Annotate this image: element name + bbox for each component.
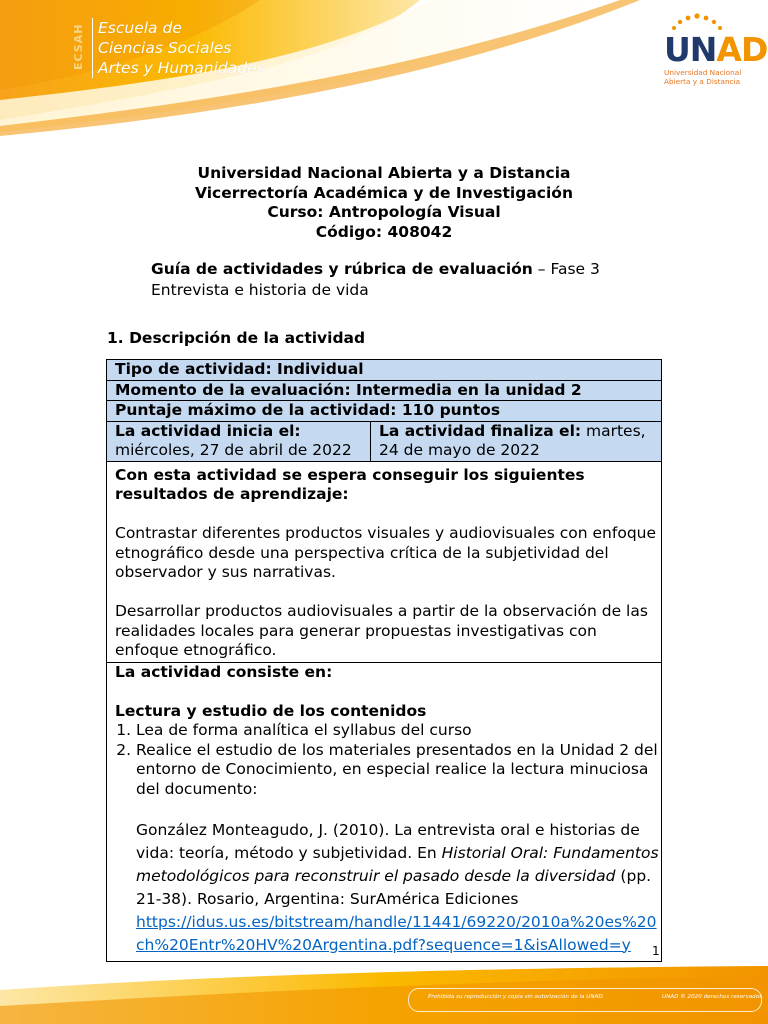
reference [115,819,661,957]
resultados-cell [107,461,662,662]
footer-notice-bar [408,988,762,1012]
reference-link[interactable]: https://idus.us.es/bitstream/handle/11441/69220/2010a%20es%20ch%20Entr%20HV%20Argentina.pdf?sequence=1&isAllowed=y [136,912,657,954]
inicia-value: miércoles, 27 de abril de 2022 [115,441,352,459]
unad-wordmark: UNAD [664,30,768,69]
unad-logo [658,12,768,88]
ecsah-logo-mark: ECSAH [72,23,85,71]
resultados-heading: Con esta actividad se espera conseguir los siguientes resultados de aprendizaje: [115,465,585,503]
school-line-2: Ciencias Sociales [98,39,232,57]
consiste-cell [107,662,662,961]
list-item: 1. Lea de forma analítica el syllabus del curso [136,721,661,741]
title-line-university: Universidad Nacional Abierta y a Distancia [197,164,571,182]
guide-phase: – Fase 3 [532,260,600,278]
inicia-label: La actividad inicia el: [115,421,301,440]
instructions-list [115,721,661,799]
unad-dots-icon [668,12,728,32]
page-header [0,0,768,140]
unad-subtitle: Universidad Nacional Abierta y a Distancia [664,68,742,86]
guide-subtitle: Entrevista e historia de vida [151,281,369,299]
page-number: 1 [652,944,660,958]
reference-title: Historial Oral: Fundamentos metodológicos para reconstruir el pasado desde la diversidad [136,843,659,885]
reference-text-b: (pp. 21-38). Rosario, Argentina: SurAmérica Ediciones [136,866,652,908]
title-line-code: Código: 408042 [315,222,453,241]
puntaje-cell: Puntaje máximo de la actividad: 110 puntos [107,401,662,422]
consiste-heading: La actividad consiste en: [115,662,333,681]
section-heading: 1. Descripción de la actividad [107,329,366,347]
activity-table [106,359,662,962]
inicia-cell [107,421,371,461]
resultado-1: Contrastar diferentes productos visuales y audiovisuales con enfoque etnográfico desde una perspectiva crítica de la subjetividad del observador y sus narrativas. [115,524,657,581]
footer-copyright: UNAD © 2020 derechos reservados. [662,994,764,1000]
finaliza-cell [371,421,662,461]
page-footer [0,966,768,1024]
finaliza-value-2: 24 de mayo de 2022 [379,441,540,459]
finaliza-value-1: martes, [581,421,646,440]
guide-title-bold: Guía de actividades y rúbrica de evaluación [151,260,533,278]
school-line-1: Escuela de [98,19,182,37]
finaliza-label: La actividad finaliza el: [379,421,582,440]
title-line-vicerrectoria: Vicerrectoría Académica y de Investigación [195,183,573,202]
tipo-cell: Tipo de actividad: Individual [107,360,662,381]
guide-title [151,259,600,301]
school-line-3: Artes y Humanidades [98,59,265,77]
lectura-heading: Lectura y estudio de los contenidos [115,701,427,720]
list-item: 2. Realice el estudio de los materiales presentados en la Unidad 2 del entorno de Conocimiento, en especial realice la lectura minuciosa del documento: [136,741,661,800]
resultado-2: Desarrollar productos audiovisuales a partir de la observación de las realidades locales para generar propuestas investigativas con enfoque etnográfico. [115,602,648,659]
reference-text-a: González Monteagudo, J. (2010). La entrevista oral e historias de vida: teoría, método y subjetividad. En [136,820,640,862]
logo-divider [92,18,93,78]
momento-cell: Momento de la evaluación: Intermedia en la unidad 2 [107,380,662,401]
title-line-course: Curso: Antropología Visual [267,203,501,221]
footer-notice: Prohibida su reproducción y copia sin autorización de la UNAD. [428,994,605,1000]
school-name [98,18,265,78]
document-title [0,164,768,242]
